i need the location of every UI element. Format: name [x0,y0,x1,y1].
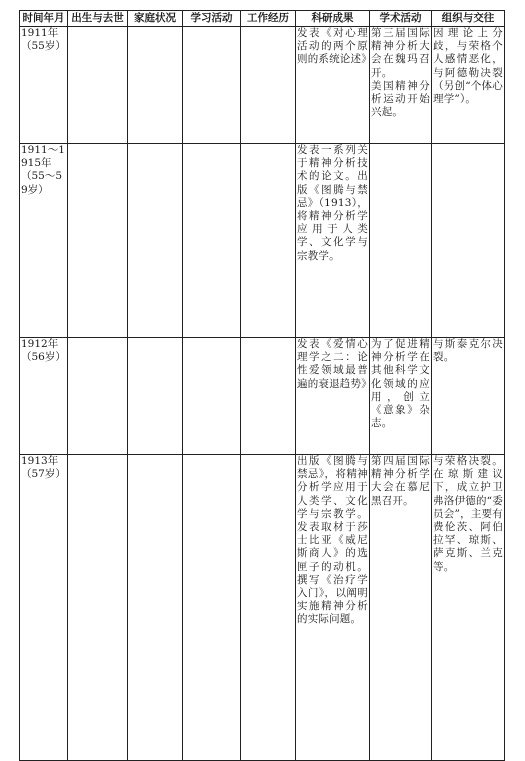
header-birth-death: 出生与去世 [68,11,128,27]
academic-cell: 第四届国际精神分析学大会在慕尼黑召开。 [370,455,432,761]
birth-death-cell [68,455,128,761]
study-cell [183,338,241,455]
time-cell: 1911～1915年 （55～59岁） [20,144,68,338]
organization-cell: 因理论上分歧，与荣格个人感情恶化，与阿德勒决裂（另创“个体心理学”）。 [432,27,505,144]
table-row [20,455,505,761]
header-study: 学习活动 [183,11,241,27]
study-cell [183,455,241,761]
organization-cell: 与斯泰克尔决裂。 [432,338,505,455]
birth-death-cell [68,338,128,455]
academic-cell [370,144,432,338]
family-cell [128,27,183,144]
birth-death-cell [68,27,128,144]
time-cell: 1911年 （55岁） [20,27,68,144]
research-cell: 发表一系列关于精神分析技术的论文。出版《图腾与禁忌》（1913），将精神分析学应用于人类学、文化学与宗教学。 [296,144,370,338]
work-cell [241,455,296,761]
header-organization: 组织与交往 [432,11,505,27]
organization-cell [432,144,505,338]
work-cell [241,27,296,144]
header-row [20,11,505,27]
research-cell: 出版《图腾与禁忌》，将精神分析学应用于人类学、文化学与宗教学。发表取材于莎士比亚《威尼斯商人》的选匣子的动机。撰写《治疗学入门》，以阐明实施精神分析的实际问题。 [296,455,370,761]
family-cell [128,338,183,455]
work-cell [241,144,296,338]
family-cell [128,455,183,761]
academic-entry: 第三届国际精神分析大会在魏玛召开。 [371,27,430,79]
academic-cell: 为了促进精神分析学在其他科学文化领域的应用，创立《意象》杂志。 [370,338,432,455]
header-family: 家庭状况 [128,11,183,27]
research-cell: 发表《爱情心理学之二：论性爱领域最普遍的衰退趋势》 [296,338,370,455]
header-research: 科研成果 [296,11,370,27]
study-cell [183,27,241,144]
header-academic: 学术活动 [370,11,432,27]
time-cell: 1913年 （57岁） [20,455,68,761]
academic-cell [370,27,432,144]
work-cell [241,338,296,455]
table-row [20,338,505,455]
birth-death-cell [68,144,128,338]
chronology-table [19,10,505,761]
organization-cell: 与荣格决裂。在琼斯建议下，成立护卫弗洛伊德的“委员会”，主要有费伦茨、阿伯拉罕、琼斯、萨克斯、兰克等。 [432,455,505,761]
table-row [20,27,505,144]
study-cell [183,144,241,338]
time-cell: 1912年 （56岁） [20,338,68,455]
table-row [20,144,505,338]
header-time: 时间年月 [20,11,68,27]
academic-entry: 美国精神分析运动开始兴起。 [371,79,430,119]
header-work: 工作经历 [241,11,296,27]
research-cell: 发表《对心理活动的两个原则的系统论述》 [296,27,370,144]
family-cell [128,144,183,338]
